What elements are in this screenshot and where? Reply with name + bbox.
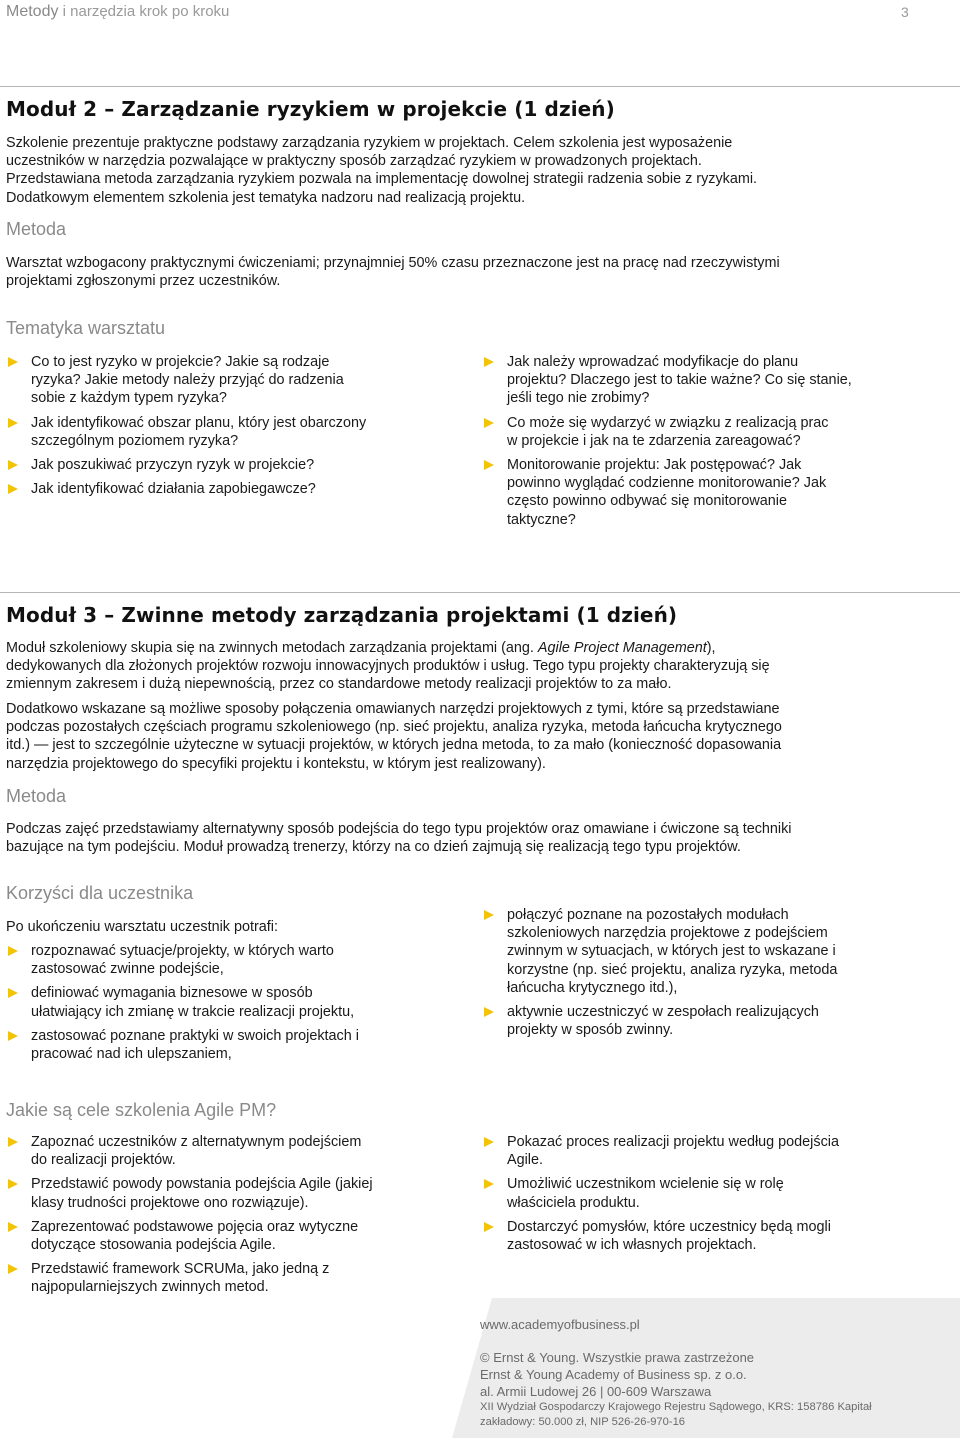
goals-left-list (6, 1133, 456, 1303)
intro-line: Przedstawiana metoda zarządzania ryzykiem pozwala na implementację dowolnej strategii radzenia sobie z ryzykami. (6, 171, 758, 188)
list-item: Jak identyfikować działania zapobiegawcze? (6, 480, 456, 498)
bullet-arrow-icon (8, 1031, 18, 1041)
bullet-arrow-icon (8, 357, 18, 367)
list-item: Jak identyfikować obszar planu, który jest obarczony szczególnym poziomem ryzyka? (6, 414, 456, 450)
bullet-arrow-icon (8, 1264, 18, 1274)
bullet-arrow-icon (8, 946, 18, 956)
bullet-arrow-icon (484, 418, 494, 428)
footer-address: al. Armii Ludowej 26 | 00-609 Warszawa (480, 1384, 712, 1399)
list-item: Umożliwić uczestnikom wcielenie się w rolę właściciela produktu. (482, 1175, 952, 1211)
module3-paragraph-2 (6, 700, 946, 773)
list-item: Co może się wydarzyć w związku z realizacją prac w projekcie i jak na te zdarzenia zareagować? (482, 414, 952, 450)
bullet-arrow-icon (8, 484, 18, 494)
benefits-right-list (482, 906, 952, 1045)
bullet-arrow-icon (8, 988, 18, 998)
bullet-arrow-icon (8, 418, 18, 428)
footer-registry-2: zakładowy: 50.000 zł, NIP 526-26-970-16 (480, 1416, 686, 1428)
intro-line: Szkolenie prezentuje praktyczne podstawy zarządzania ryzykiem w projektach. Celem szkolenia jest wyposażenie (6, 135, 733, 151)
module3-method-text (6, 820, 946, 856)
bullet-arrow-icon (484, 1222, 494, 1232)
bullet-arrow-icon (8, 460, 18, 470)
italic-term: Agile Project Management (537, 640, 707, 656)
topics-left-list (6, 353, 456, 504)
paragraph-line: podczas pozostałych częściach programu szkoleniowego (np. sieć projektu, analiza ryzyka, metoda łańcucha krytycznego (6, 719, 782, 736)
list-item: zastosować poznane praktyki w swoich projektach i pracować nad ich ulepszaniem, (6, 1027, 456, 1063)
bullet-arrow-icon (8, 1137, 18, 1147)
intro-line: Dodatkowym elementem szkolenia jest tematyka nadzoru nad realizacją projektu. (6, 189, 526, 206)
paragraph-line: Moduł szkoleniowy skupia się na zwinnych metodach zarządzania projektami (ang. Agile Project Management), (6, 640, 716, 656)
module2-method-heading: Metoda (6, 219, 67, 239)
page-number: 3 (901, 4, 909, 20)
list-item: Monitorowanie projektu: Jak postępować? Jak powinno wyglądać codzienne monitorowanie? Jak często powinno odbywać się monitorowanie taktyczne? (482, 456, 952, 529)
list-item: Zapoznać uczestników z alternatywnym podejściem do realizacji projektów. (6, 1133, 456, 1169)
running-header (6, 3, 229, 21)
list-item: Jak należy wprowadzać modyfikacje do planu projektu? Dlaczego jest to takie ważne? Co się stanie, jeśli tego nie zrobimy? (482, 353, 952, 408)
paragraph-line: zmiennym zakresem i dużą niepewnością, przez co standardowe metody realizacji projektów to za mało. (6, 676, 672, 693)
bullet-arrow-icon (484, 357, 494, 367)
module2-heading: Moduł 2 – Zarządzanie ryzykiem w projekcie (1 dzień) (6, 97, 615, 121)
header-title-rest: i narzędzia krok po kroku (58, 3, 230, 20)
method-line: Warsztat wzbogacony praktycznymi ćwiczeniami; przynajmniej 50% czasu przeznaczone jest na pracę nad rzeczywistymi (6, 255, 780, 271)
list-item: Jak poszukiwać przyczyn ryzyk w projekcie? (6, 456, 456, 474)
benefits-left-list (6, 942, 456, 1069)
header-title-bold: Metody (6, 3, 59, 20)
module2-intro (6, 134, 946, 207)
list-item: połączyć poznane na pozostałych modułach szkoleniowych narzędzia projektowe z podejściem zwinnym w sytuacjach, w których jest to wskazane i korzystne (np. sieć projektu, analiza ryzyka, metoda łańcucha krytycznego itd.), (482, 906, 952, 997)
list-item: Przedstawić framework SCRUMa, jako jedną z najpopularniejszych zwinnych metod. (6, 1260, 456, 1296)
goals-heading: Jakie są cele szkolenia Agile PM? (6, 1100, 277, 1120)
intro-line: uczestników w narzędzia pozwalające w praktyczny sposób zarządzać ryzykiem w prowadzonych projektach. (6, 153, 702, 170)
footer-copyright: © Ernst & Young. Wszystkie prawa zastrzeżone (480, 1350, 755, 1365)
benefits-intro: Po ukończeniu warsztatu uczestnik potrafi: (6, 919, 278, 935)
bullet-arrow-icon (484, 1179, 494, 1189)
method-line: bazujące na tym podejściu. Moduł prowadzą trenerzy, którzy na co dzień zajmują się realizacją tego typu projektów. (6, 839, 741, 856)
list-item: rozpoznawać sytuacje/projekty, w których warto zastosować zwinne podejście, (6, 942, 456, 978)
benefits-heading: Korzyści dla uczestnika (6, 883, 194, 903)
bullet-arrow-icon (484, 1137, 494, 1147)
paragraph-line: Dodatkowo wskazane są możliwe sposoby połączenia omawianych narzędzi projektowych z tymi, które są przedstawiane (6, 701, 780, 717)
bullet-arrow-icon (484, 1007, 494, 1017)
module2-method-text (6, 254, 946, 290)
section-divider (0, 592, 960, 593)
list-item: Przedstawić powody powstania podejścia Agile (jakiej klasy trudności projektowe ono rozwiązuje). (6, 1175, 456, 1211)
paragraph-line: dedykowanych dla złożonych projektów rozwoju innowacyjnych produktów i usług. Tego typu projekty charakteryzują się (6, 658, 770, 675)
module3-paragraph-1 (6, 639, 946, 694)
list-item: Dostarczyć pomysłów, które uczestnicy będą mogli zastosować w ich własnych projektach. (482, 1218, 952, 1254)
list-item: Co to jest ryzyko w projekcie? Jakie są rodzaje ryzyka? Jakie metody należy przyjąć do radzenia sobie z każdym typem ryzyka? (6, 353, 456, 408)
method-line: Podczas zajęć przedstawiamy alternatywny sposób podejścia do tego typu projektów oraz omawiane i ćwiczone są techniki (6, 821, 792, 837)
list-item: aktywnie uczestniczyć w zespołach realizujących projekty w sposób zwinny. (482, 1003, 952, 1039)
paragraph-line: itd.) — jest to szczególnie użyteczne w sytuacji projektów, w których jedna metoda, to za mało (konieczność dopasowania (6, 737, 782, 754)
list-item: definiować wymagania biznesowe w sposób ułatwiający ich zmianę w trakcie realizacji projektu, (6, 984, 456, 1020)
module3-heading: Moduł 3 – Zwinne metody zarządzania projektami (1 dzień) (6, 603, 678, 627)
topics-heading: Tematyka warsztatu (6, 318, 166, 338)
paragraph-line: narzędzia projektowego do specyfiki projektu i kontekstu, w którym jest realizowany). (6, 755, 546, 772)
footer-company: Ernst & Young Academy of Business sp. z o.o. (480, 1367, 747, 1382)
bullet-arrow-icon (484, 910, 494, 920)
module3-method-heading: Metoda (6, 786, 67, 806)
bullet-arrow-icon (484, 460, 494, 470)
method-line: projektami zgłoszonymi przez uczestników. (6, 273, 281, 290)
footer-website-link[interactable]: www.academyofbusiness.pl (480, 1317, 640, 1332)
bullet-arrow-icon (8, 1179, 18, 1189)
bullet-arrow-icon (8, 1222, 18, 1232)
goals-right-list (482, 1133, 952, 1260)
topics-right-list (482, 353, 952, 535)
footer-registry-1: XII Wydział Gospodarczy Krajowego Rejestru Sądowego, KRS: 158786 Kapitał (480, 1401, 872, 1413)
section-divider (0, 86, 960, 87)
list-item: Pokazać proces realizacji projektu według podejścia Agile. (482, 1133, 952, 1169)
list-item: Zaprezentować podstawowe pojęcia oraz wytyczne dotyczące stosowania podejścia Agile. (6, 1218, 456, 1254)
